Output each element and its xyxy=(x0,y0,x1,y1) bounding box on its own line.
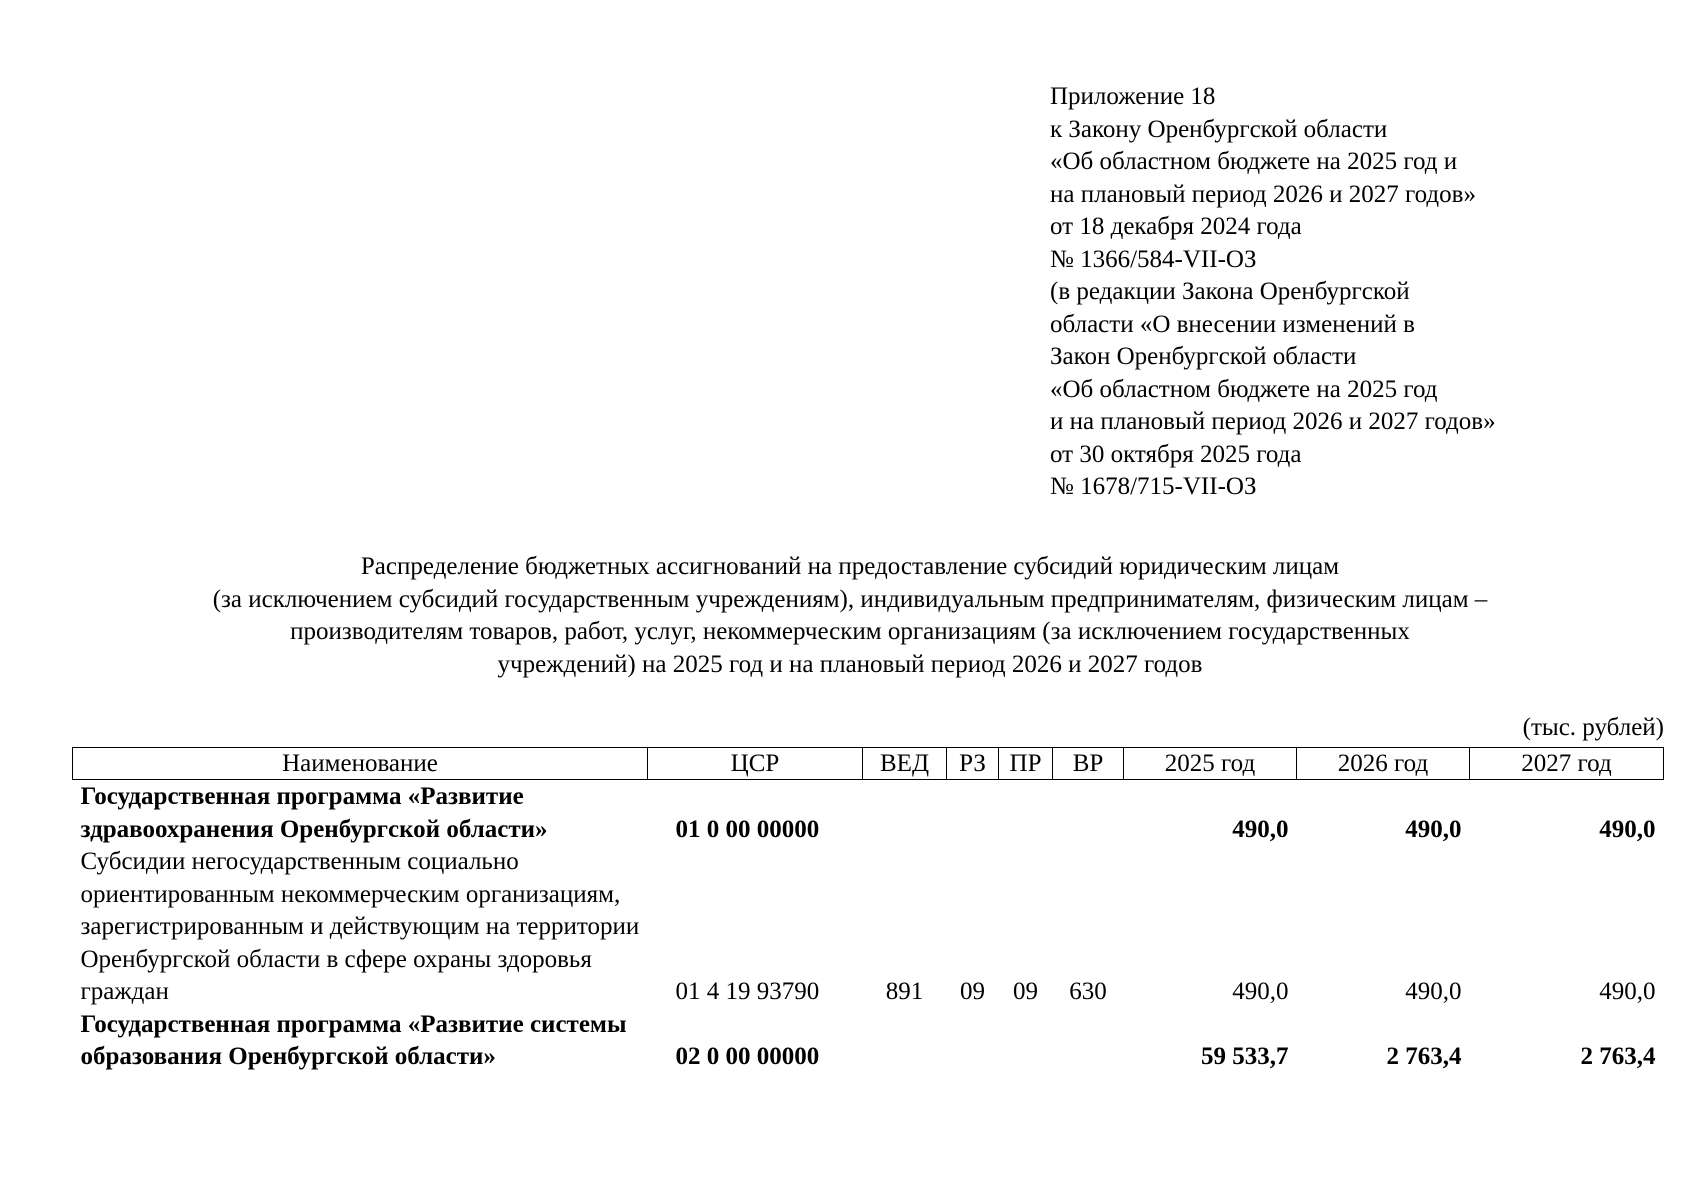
appendix-line: (в редакции Закона Оренбургской xyxy=(1050,278,1410,305)
header-2025: 2025 год xyxy=(1124,748,1297,780)
header-pr: ПР xyxy=(999,748,1053,780)
row-rz xyxy=(947,780,999,847)
appendix-line: «Об областном бюджете на 2025 год и xyxy=(1050,148,1458,175)
row-csr: 02 0 00 00000 xyxy=(675,1043,820,1070)
row-2025: 490,0 xyxy=(1232,815,1289,843)
row-csr: 01 4 19 93790 xyxy=(675,978,820,1005)
title-line: (за исключением субсидий государственным учреждениям), индивидуальным предпринимателям, физическим лицам – xyxy=(212,585,1488,613)
table-row xyxy=(73,780,1664,847)
appendix-line: и на плановый период 2026 и 2027 годов» xyxy=(1050,408,1496,435)
row-name: Государственная программа «Развитие системы образования Оренбургской области» xyxy=(80,1010,627,1070)
row-name: Субсидии негосударственным социально ориентированным некоммерческим организациям, зарегистрированным и действующим на территории Оренбургской области в сфере охраны здоровья граждан xyxy=(80,848,640,1005)
row-rz: 09 xyxy=(960,978,985,1005)
header-rz: РЗ xyxy=(947,748,999,780)
table-row xyxy=(73,846,1664,1009)
document-title xyxy=(60,551,1640,681)
appendix-line: от 30 октября 2025 года xyxy=(1050,440,1302,468)
row-2025: 59 533,7 xyxy=(1201,1043,1289,1070)
table-header-row xyxy=(73,748,1664,780)
row-2026: 2 763,4 xyxy=(1386,1043,1462,1070)
row-ved xyxy=(863,1009,947,1074)
title-line: Распределение бюджетных ассигнований на предоставление субсидий юридическим лицам xyxy=(360,553,1340,580)
appendix-line: от 18 декабря 2024 года xyxy=(1050,213,1302,240)
row-2027: 490,0 xyxy=(1599,978,1656,1005)
row-pr xyxy=(999,780,1053,847)
appendix-line: «Об областном бюджете на 2025 год xyxy=(1050,375,1438,403)
row-2027: 2 763,4 xyxy=(1580,1043,1656,1070)
appendix-line: № 1678/715-VII-ОЗ xyxy=(1050,473,1257,500)
row-ved xyxy=(863,780,947,847)
row-2026: 490,0 xyxy=(1405,978,1462,1005)
row-pr xyxy=(999,1009,1053,1074)
row-2025: 490,0 xyxy=(1232,978,1289,1005)
header-2026: 2026 год xyxy=(1297,748,1470,780)
appendix-line: к Закону Оренбургской области xyxy=(1050,115,1388,143)
header-2027: 2027 год xyxy=(1470,748,1664,780)
header-name: Наименование xyxy=(73,748,648,780)
row-vr xyxy=(1053,1009,1124,1074)
appendix-header xyxy=(1050,81,1650,504)
appendix-line: Приложение 18 xyxy=(1050,83,1216,110)
row-vr: 630 xyxy=(1069,978,1107,1005)
row-pr: 09 xyxy=(1013,978,1038,1005)
header-vr: ВР xyxy=(1053,748,1124,780)
unit-note: (тыс. рублей) xyxy=(1522,714,1664,741)
appendix-line: области «О внесении изменений в xyxy=(1050,310,1415,338)
table-row xyxy=(73,1009,1664,1074)
budget-table xyxy=(72,747,1664,1074)
appendix-line: на плановый период 2026 и 2027 годов» xyxy=(1050,180,1476,208)
title-line: учреждений) на 2025 год и на плановый период 2026 и 2027 годов xyxy=(497,650,1203,678)
row-name: Государственная программа «Развитие здравоохранения Оренбургской области» xyxy=(80,783,548,843)
row-2026: 490,0 xyxy=(1405,815,1462,843)
header-ved: ВЕД xyxy=(863,748,947,780)
row-rz xyxy=(947,1009,999,1074)
title-line: производителям товаров, работ, услуг, некоммерческим организациям (за исключением государственных xyxy=(290,618,1410,645)
header-csr: ЦСР xyxy=(648,748,863,780)
appendix-line: № 1366/584-VII-ОЗ xyxy=(1050,245,1257,273)
row-ved: 891 xyxy=(885,978,924,1005)
appendix-line: Закон Оренбургской области xyxy=(1050,343,1357,370)
row-vr xyxy=(1053,780,1124,847)
row-2027: 490,0 xyxy=(1599,815,1656,843)
row-csr: 01 0 00 00000 xyxy=(675,815,820,843)
